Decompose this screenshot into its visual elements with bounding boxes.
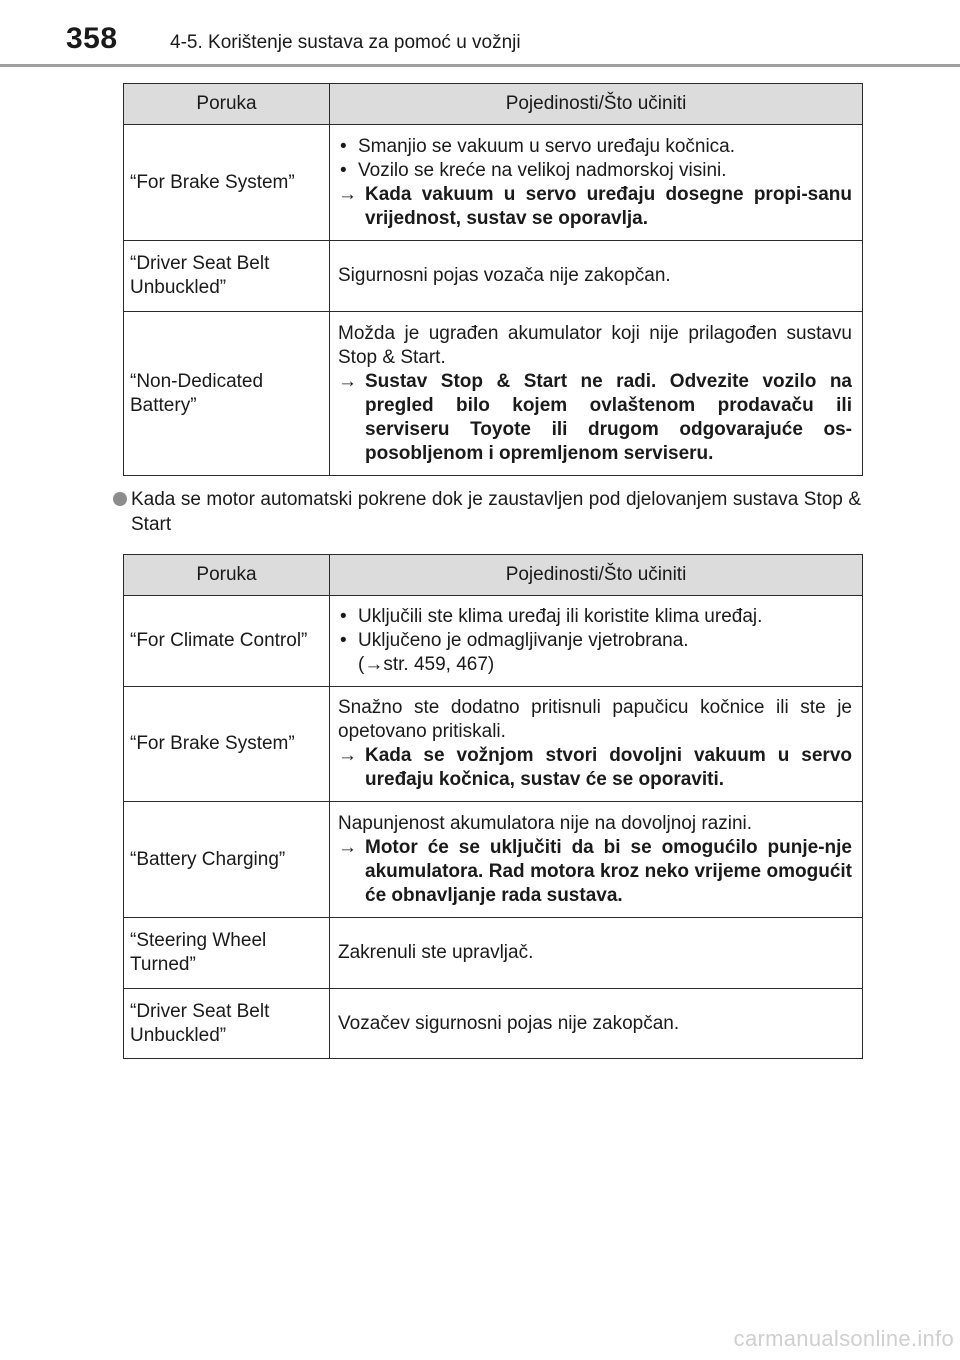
header-divider [0, 64, 960, 67]
table-row [124, 687, 863, 802]
arrow-icon: → [338, 836, 357, 858]
column-header-message: Poruka [124, 555, 330, 596]
message-cell: “Non-Dedicated Battery” [124, 312, 330, 476]
details-cell [330, 596, 863, 687]
action-instruction: → Motor će se uključiti da bi se omogućilo punje-nje akumulatora. Rad motora kroz neko vrijeme omogućit će obnavljanje rada sustava. [338, 836, 852, 906]
details-cell: Sigurnosni pojas vozača nije zakopčan. [330, 241, 863, 312]
bullet-icon: • [340, 630, 347, 651]
table-row [124, 125, 863, 241]
details-cell: Vozačev sigurnosni pojas nije zakopčan. [330, 989, 863, 1059]
message-cell: “Driver Seat Belt Unbuckled” [124, 989, 330, 1059]
watermark-logo: carmanualsonline.info [733, 1326, 954, 1351]
page-reference: (→str. 459, 467) [358, 654, 495, 675]
messages-table-1 [123, 83, 863, 476]
details-cell: Napunjenost akumulatora nije na dovoljnoj razini. → Motor će se uključiti da bi se omogućilo punje-nje akumulatora. Rad motora kroz neko vrijeme omogućit će obnavljanje rada sustava. [330, 802, 863, 918]
bullet-icon: • [340, 159, 347, 181]
table-row [124, 802, 863, 918]
message-cell: “Steering Wheel Turned” [124, 918, 330, 989]
bullet-item: • Uključeno je odmagljivanje vjetrobrana. [340, 630, 689, 651]
table-row [124, 596, 863, 687]
section-intro: Kada se motor automatski pokrene dok je zaustavljen pod djelovanjem sustava Stop & Start [113, 487, 861, 537]
arrow-icon: → [338, 370, 357, 392]
message-cell: “Driver Seat Belt Unbuckled” [124, 241, 330, 312]
bullet-item: • Smanjio se vakuum u servo uređaju kočnica. [340, 135, 736, 157]
message-cell: “For Brake System” [124, 125, 330, 241]
bullet-item: • Uključili ste klima uređaj ili koristite klima uređaj. [340, 606, 763, 627]
action-instruction: → Kada vakuum u servo uređaju dosegne propi-sanu vrijednost, sustav se oporavlja. [338, 183, 852, 229]
bullet-circle-icon [113, 492, 127, 506]
table-row [124, 312, 863, 476]
table-row [124, 241, 863, 312]
message-cell: “Battery Charging” [124, 802, 330, 918]
column-header-message: Poruka [124, 84, 330, 125]
table-header-row [124, 84, 863, 125]
column-header-details: Pojedinosti/Što učiniti [330, 555, 863, 596]
bullet-item: • Vozilo se kreće na velikoj nadmorskoj visini. [340, 159, 727, 181]
bullet-icon: • [340, 135, 347, 157]
messages-table-2 [123, 554, 863, 1059]
column-header-details: Pojedinosti/Što učiniti [330, 84, 863, 125]
details-cell [330, 125, 863, 241]
table-header-row [124, 555, 863, 596]
details-cell: Snažno ste dodatno pritisnuli papučicu kočnice ili ste je opetovano pritiskali. → Kada se vožnjom stvori dovoljni vakuum u servo uređaju kočnica, sustav će se oporaviti. [330, 687, 863, 802]
action-instruction: → Kada se vožnjom stvori dovoljni vakuum u servo uređaju kočnica, sustav će se oporaviti. [338, 745, 852, 790]
table-row [124, 989, 863, 1059]
arrow-icon: → [338, 183, 357, 205]
arrow-icon: → [338, 745, 357, 766]
message-cell: “For Climate Control” [124, 596, 330, 687]
bullet-icon: • [340, 606, 347, 627]
table-row [124, 918, 863, 989]
page-header [0, 0, 960, 68]
page-number: 358 [66, 22, 118, 55]
section-title: 4-5. Korištenje sustava za pomoć u vožnji [170, 32, 521, 53]
details-cell: Zakrenuli ste upravljač. [330, 918, 863, 989]
action-instruction: → Sustav Stop & Start ne radi. Odvezite vozilo na pregled bilo kojem ovlaštenom prodavaču ili serviseru Toyote ili drugom odgovarajuće os-posobljenom i opremljenom serviseru. [338, 370, 852, 464]
details-cell: Možda je ugrađen akumulator koji nije prilagođen sustavu Stop & Start. → Sustav Stop & Start ne radi. Odvezite vozilo na pregled bilo kojem ovlaštenom prodavaču ili serviseru Toyote ili drugom odgovarajuće os-posobljenom i opremljenom serviseru. [330, 312, 863, 476]
message-cell: “For Brake System” [124, 687, 330, 802]
